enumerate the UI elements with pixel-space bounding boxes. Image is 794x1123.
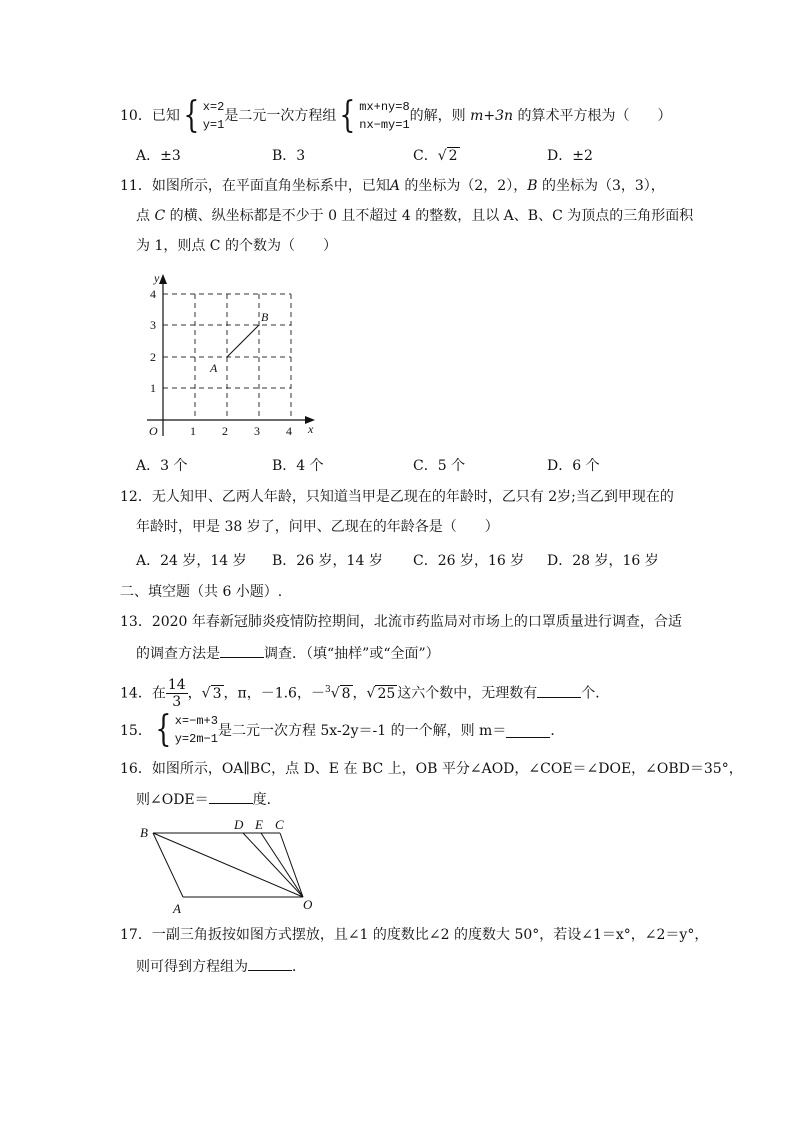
q11-x-tick-1: 1 [190,424,196,438]
q11-text-1b: 的坐标为（2，2）， [399,178,528,194]
q14-line: 14．在 $\frac{14}{3}$ ，√ 3 ，π，－1.6，－$^3$√ 8 ，√ 25 这六个数中，无理数有 个． [120,677,610,711]
q10-brace-1: { [183,95,200,136]
q12-option-d[interactable]: D．28 岁，16 岁 [547,553,659,569]
q11-segment-ab [227,325,259,357]
q14-sqrt3: 3 [212,685,222,702]
q11-line-2 [136,206,693,226]
q12-line-2: 年龄时，甲是 38 岁了，问甲、乙现在的年龄各是（ ） [136,519,499,535]
q10-sys2-line-1: mx+ny=8 [359,100,410,114]
q14-post-2: 个． [581,685,610,702]
q12-line-1: 12．无人知甲、乙两人年龄，只知道当甲是乙现在的年龄时，乙只有 2岁;当乙到甲现在的 [120,489,674,505]
q10-mid-text: 是二元一次方程组 [224,108,337,124]
q10-tail-2: 的算术平方根为（ ） [513,108,672,124]
q10-sys1-line-2: y=1 [202,118,225,132]
q15-number: 15． [120,723,152,739]
q11-line-1 [120,176,665,196]
q10-brace-2: { [339,95,356,136]
q16-line-1: 16．如图所示，OA∥BC，点 D、E 在 BC 上，OB 平分∠AOD，∠COE＝∠DOE，∠OBD＝35°， [120,761,743,777]
q14-fraction [166,677,188,710]
q17-text-2b: ． [292,959,306,975]
q11-point-a: A [389,178,400,194]
section-fill-blank-heading: 二、填空题（共 6 小题）. [120,584,283,600]
q10-option-c-label: C． [413,148,438,164]
q15-sys-line-2: y=2m−1 [174,732,218,746]
q16-text-2b: 度． [252,792,281,808]
q16-line-co [280,833,303,897]
q16-geometry-figure [135,815,325,915]
q14-sep-2: ，π，－1.6，－ [223,685,325,702]
q14-post: 这六个数中，无理数有 [397,685,538,702]
q12-option-c[interactable]: C．26 岁，16 岁 [413,553,525,569]
q11-y-tick-1: 1 [150,381,156,395]
q11-text-2a: 点 [136,208,155,224]
q11-option-c[interactable]: C．5 个 [413,458,466,474]
q15-system [175,712,218,748]
q15-mid: 是二元一次方程 5x-2y＝-1 的一个解，则 m＝ [217,723,507,739]
question-10 [120,95,672,138]
q15-answer-blank[interactable] [506,723,550,738]
q17-line-2 [136,956,306,977]
q11-x-tick-4: 4 [286,424,292,438]
q14-cube-index: 3 [324,685,331,695]
q11-line-3: 为 1，则点 C 的个数为（ ） [136,238,337,254]
q13-text-2a: 的调查方法是 [136,646,220,662]
q15-brace: { [155,709,172,750]
q10-expression: m+3n [470,108,514,124]
q16-label-c: C [275,817,284,832]
q16-line-eo [261,833,303,897]
q14-sep-1: ， [187,685,202,702]
q17-answer-blank[interactable] [248,956,292,971]
q14-sep-3: ， [352,685,367,702]
q11-y-label: y [154,271,160,285]
q16-label-o: O [303,897,313,912]
q15-sys-line-1: x=−m+3 [174,714,218,728]
q17-text-2a: 则可得到方程组为 [136,959,248,975]
q12-option-b[interactable]: B．26 岁，14 岁 [272,553,383,569]
q16-label-a: A [173,901,181,915]
q11-origin-label: O [149,424,158,438]
q11-graph-point-a: A [210,361,218,375]
q11-x-tick-3: 3 [254,424,260,438]
q14-frac-den: 3 [172,694,182,711]
q10-option-a[interactable]: A．±3 [136,148,181,164]
q11-option-b[interactable]: B．4 个 [272,458,324,474]
q16-line-bo [153,833,303,897]
q16-answer-blank[interactable] [209,789,253,804]
q12-option-a[interactable]: A．24 岁，14 岁 [136,553,247,569]
q17-line-1: 17．一副三角扳按如图方式摆放，且∠1 的度数比∠2 的度数大 50°，若设∠1＝x°，∠2＝y°， [120,927,709,943]
q13-text-2b: 调查．（填“抽样”或“全面”） [264,646,440,662]
q15-end: ． [550,723,565,739]
q11-point-b: B [527,178,538,194]
q11-x-tick-2: 2 [222,424,228,438]
q10-number: 10．已知 [120,108,180,124]
q10-system-1 [203,98,225,134]
q16-label-d: D [234,817,244,832]
q11-option-a[interactable]: A．3 个 [136,458,188,474]
q11-text-1c: 的坐标为（3，3）， [537,178,665,194]
q11-text-1a: 11．如图所示，在平面直角坐标系中，已知 [120,178,390,194]
q10-sys1-line-1: x=2 [202,100,225,114]
q13-line-1: 13．2020 年春新冠肺炎疫情防控期间，北流市药监局对市场上的口罩质量进行调查，合适 [120,614,682,630]
q16-label-b: B [140,825,148,840]
q16-line-ba [153,833,183,897]
q11-y-tick-4: 4 [150,287,156,301]
q10-system-2 [359,98,409,134]
q10-option-b[interactable]: B．3 [272,148,306,164]
q10-tail-1: 的解，则 [409,108,471,124]
q11-y-tick-3: 3 [150,318,156,332]
q13-answer-blank[interactable] [220,643,264,658]
q13-line-2 [136,643,440,664]
q10-sys2-line-2: nx−my=1 [359,118,410,132]
q14-frac-num: 14 [167,677,186,694]
q14-cube-radicand: 8 [341,685,351,702]
q16-label-e: E [255,817,263,832]
q10-option-c[interactable]: C．√ 2 [413,148,458,164]
q10-option-d[interactable]: D．±2 [547,148,593,164]
q14-pre: 14．在 [120,685,166,702]
q16-text-2a: 则∠ODE＝ [136,792,209,808]
q11-coordinate-graph [135,268,335,443]
q14-answer-blank[interactable] [537,683,581,698]
q16-line-2 [136,789,281,810]
q11-x-label: x [308,422,314,436]
q11-y-tick-2: 2 [150,350,156,364]
q14-sqrt25: 25 [377,685,396,702]
q15-line [120,709,565,752]
q11-y-arrow [159,274,167,284]
q10-option-c-radicand: 2 [448,148,458,164]
q11-point-c: C [154,208,166,224]
q11-graph-point-b: B [261,310,269,324]
q11-option-d[interactable]: D．6 个 [547,458,600,474]
q16-line-do [243,833,303,897]
q11-text-2b: 的横、纵坐标都是不少于 0 且不超过 4 的整数，且以 A、B、C 为顶点的三角形面积 [165,208,694,224]
